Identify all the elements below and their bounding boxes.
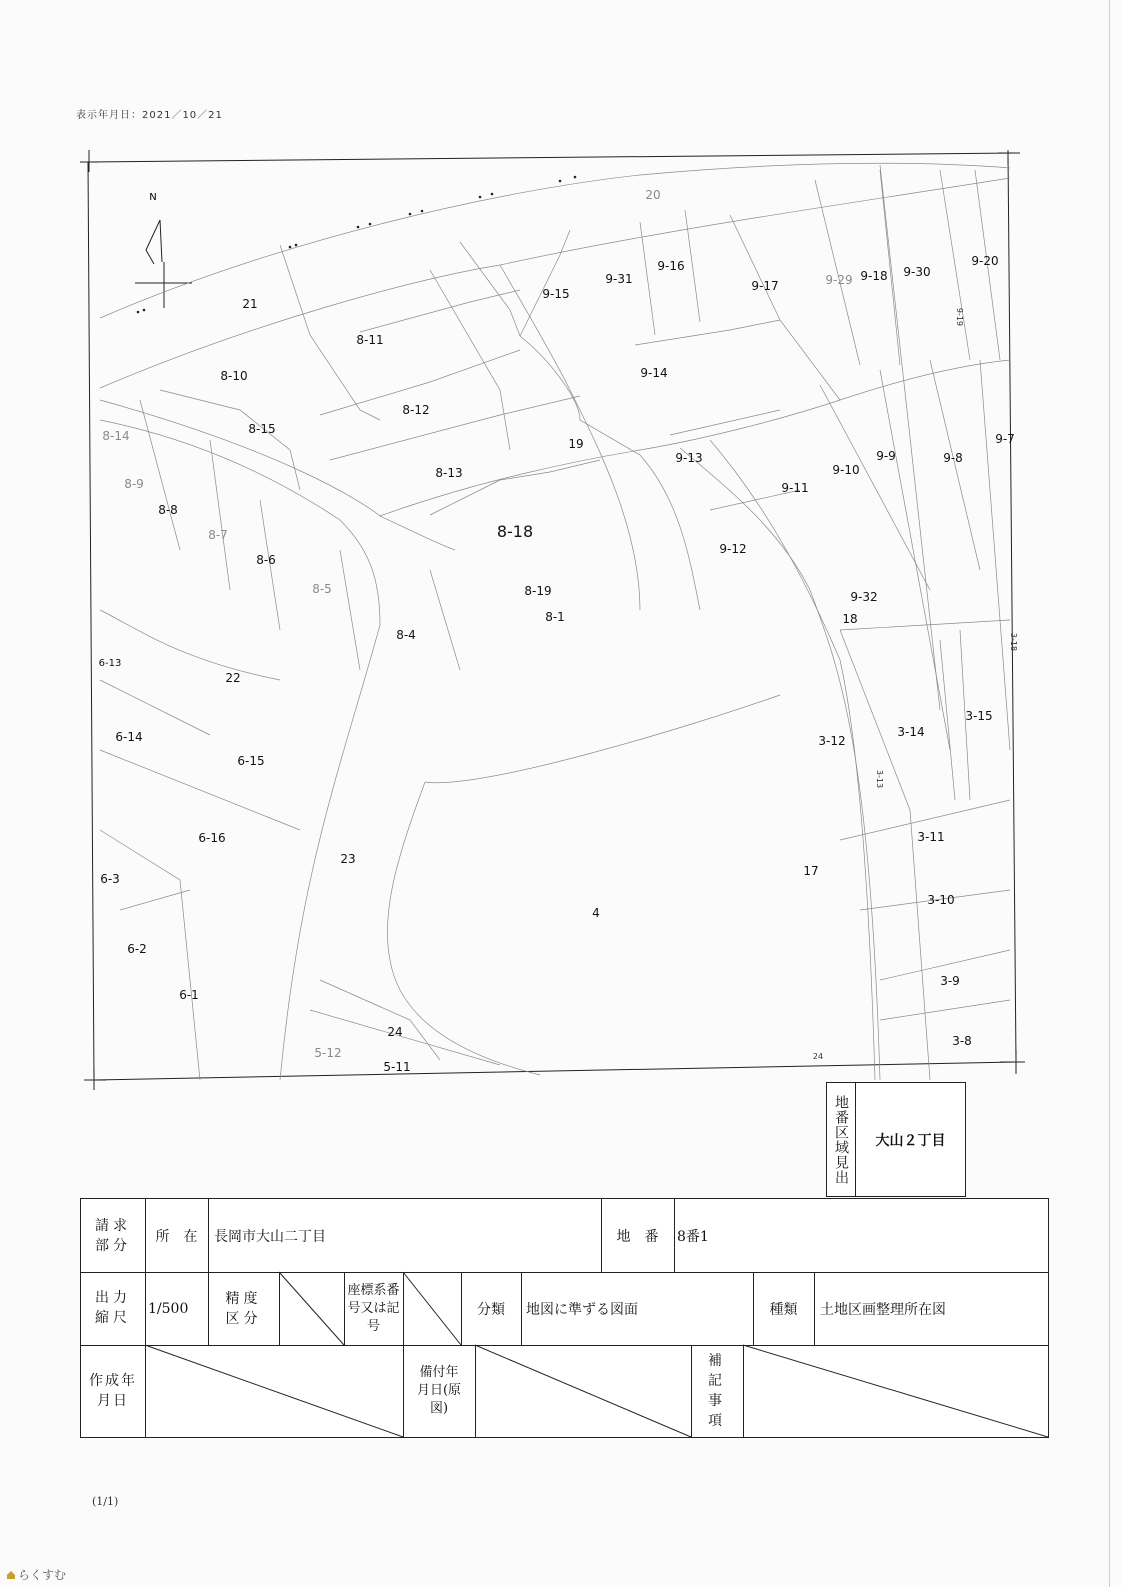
parcel-label: 24 [387,1025,403,1039]
brand-house-icon [6,1570,16,1580]
area-index-box [826,1082,966,1197]
parcel-label: 8-8 [158,503,178,517]
type-value: 土地区画整理所在図 [820,1301,946,1318]
parcel-label: 18 [842,612,858,626]
parcel-label: 21 [242,297,258,311]
parcel-label: 6-3 [100,872,120,886]
parcel-label: 20 [645,188,661,202]
parcel-label: 5-12 [314,1046,342,1060]
parcel-label: 8-1 [545,610,565,624]
classification-label: 分類 [477,1301,505,1318]
parcel-label: 6-13 [98,658,122,669]
parcel-label: 9-12 [719,542,747,556]
parcel-small-label: 9-19 [955,307,964,327]
equipped-date-label: 備付年月日(原図) [416,1365,462,1416]
parcel-label: 9-20 [971,254,999,268]
parcel-label: 19 [568,437,584,451]
coordinate-label: 座標系番号又は記号 [347,1282,400,1334]
area-index-value: 大山２丁目 [875,1132,946,1149]
parcel-label: 9-14 [640,366,668,380]
parcel-label: 8-12 [402,403,430,417]
parcel-label: 8-7 [208,528,228,542]
brand-watermark [6,1566,66,1583]
output-scale-value: 1/500 [148,1300,189,1317]
parcel-label: 9-29 [825,273,853,287]
parcel-label: 6-2 [127,942,147,956]
parcel-label: 3-15 [965,709,993,723]
parcel-label: 8-10 [220,369,248,383]
classification-value: 地図に準ずる図面 [526,1301,638,1318]
parcel-label: 8-4 [396,628,416,642]
created-date-label: 作成年月日 [89,1373,137,1409]
parcel-label: 3-11 [917,830,945,844]
parcel-label: 3-9 [940,974,960,988]
parcel-label: 23 [340,852,356,866]
output-scale-label: 出力縮尺 [95,1290,131,1326]
parcel-label: 6-14 [115,730,143,744]
parcel-label: 9-10 [832,463,860,477]
lot-number-value: 8番1 [677,1228,709,1245]
parcel-label: 9-30 [903,265,931,279]
cadastral-map [80,150,1040,1095]
parcel-label: 9-17 [751,279,779,293]
display-date: 表示年月日：2021／10／21 [76,110,223,121]
parcel-label: 4 [592,906,600,920]
parcel-label: 8-18 [496,522,534,541]
notes-label: 補記事項 [708,1353,726,1429]
parcel-label: 3-12 [818,734,846,748]
parcel-label: 5-11 [383,1060,411,1074]
parcel-label: 3-10 [927,893,955,907]
location-value: 長岡市大山二丁目 [214,1228,326,1245]
parcel-small-label: 24 [812,1052,824,1061]
parcel-small-label: 3-13 [875,769,884,789]
page-edge [1109,0,1110,1587]
parcel-label: 6-1 [179,988,199,1002]
page-indicator: (1/1) [92,1495,119,1508]
parcel-label: 9-16 [657,259,685,273]
parcel-labels [99,188,1018,1074]
parcel-label: 9-13 [675,451,703,465]
parcel-label: 9-7 [995,432,1015,446]
parcel-label: 9-8 [943,451,963,465]
parcel-label: 8-11 [356,333,384,347]
parcel-label: 8-9 [124,477,144,491]
info-table [80,1198,1049,1438]
parcel-label: 9-15 [542,287,570,301]
parcel-label: 8-13 [435,466,463,480]
type-label: 種類 [769,1301,798,1318]
north-arrow [135,192,192,308]
parcel-label: 6-15 [237,754,265,768]
parcel-label: 8-14 [102,429,130,443]
parcel-label: 8-5 [312,582,332,596]
precision-label: 精度区分 [225,1290,262,1327]
request-section-label: 請求部分 [95,1218,131,1254]
parcel-label: 8-19 [524,584,552,598]
parcel-label: 17 [803,864,819,878]
parcel-label: 3-8 [952,1034,972,1048]
parcel-label: 9-32 [850,590,878,604]
brand-name: らくすむ [18,1568,67,1582]
parcel-label: 3-14 [897,725,925,739]
parcel-label: 9-11 [781,481,809,495]
parcel-label: 6-16 [198,831,226,845]
parcel-label: 9-9 [876,449,896,463]
area-index-label: 地番区域見出 [827,1083,856,1196]
north-label: N [149,192,157,203]
parcel-label: 8-6 [256,553,276,567]
parcel-label: 22 [225,671,241,685]
parcel-small-label: 3-18 [1009,632,1018,652]
parcel-label: 9-18 [860,269,888,283]
location-label: 所 在 [155,1228,198,1245]
parcel-label: 9-31 [605,272,633,286]
lot-number-label: 地 番 [616,1228,659,1245]
parcel-label: 8-15 [248,422,276,436]
